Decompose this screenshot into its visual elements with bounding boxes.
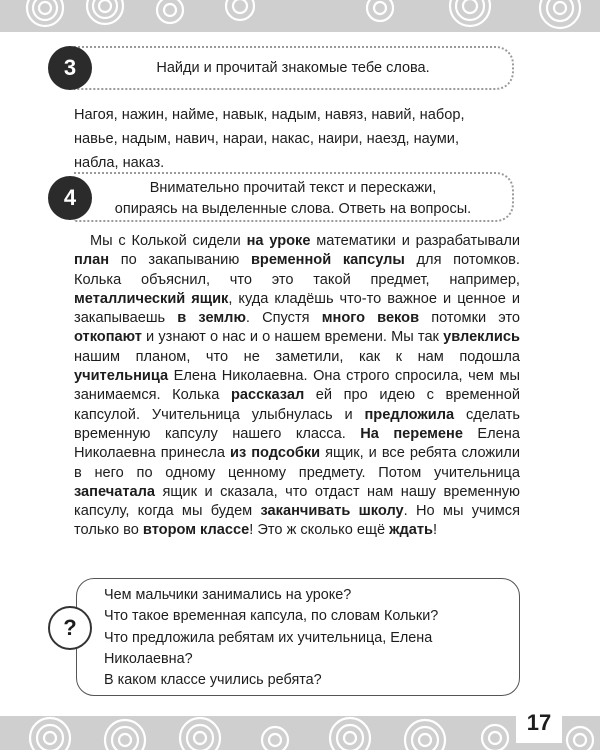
story-text-run: ящик, и все ребята сложили в него по одному ценному предмету. Потом учительница: [74, 445, 520, 481]
story-keyword: учительница: [74, 368, 169, 385]
task-3-instruction: Найди и прочитай знакомые тебе слова.: [156, 60, 430, 76]
story-text-run: , куда кладёшь что-то важное и ценное и закапываешь: [74, 290, 521, 327]
story-keyword: много веков: [321, 310, 420, 327]
story-keyword: откопают: [74, 329, 142, 346]
question-item: Что предложила ребятам их учительница, Елена: [104, 629, 433, 646]
question-item: Николаевна?: [104, 650, 193, 667]
story-keyword: план: [74, 252, 110, 269]
story-text-run: ящик и сказала, что отдаст нам нашу временную капсулу, когда мы будем: [74, 483, 520, 520]
word-line: Нагоя, нажин, найме, навык, надым, навяз, навий, набор,: [74, 107, 465, 123]
story-text-run: для потомков. Колька объяснил, что это такой предмет, например,: [74, 252, 520, 288]
story-keyword: на уроке: [246, 233, 311, 249]
task-3-number: 3: [63, 55, 77, 80]
story-text-run: нашим планом, что не заметили, как к нам подошла: [74, 348, 520, 365]
question-list: [104, 585, 504, 691]
story-text-run: по закапыванию: [109, 252, 251, 269]
story-keyword: запечатала: [74, 483, 155, 500]
task-4-instruction-line: опираясь на выделенные слова. Ответь на вопросы.: [114, 201, 472, 217]
story-keyword: увлеклись: [443, 329, 520, 346]
story-text-run: потомки это: [419, 310, 520, 327]
question-item: Что такое временная капсула, по словам Кольки?: [104, 608, 439, 625]
bottom-decorative-band: [0, 716, 600, 750]
task-4-instruction-line: Внимательно прочитай текст и перескажи,: [149, 180, 437, 196]
story-keyword: ждать: [389, 522, 434, 539]
swirl-ornament-icon: [0, 716, 600, 750]
top-decorative-band: [0, 0, 600, 32]
story-text-run: . Спустя: [245, 310, 322, 327]
page-number: [516, 703, 562, 743]
story-text: [74, 232, 520, 541]
story-text-run: Елена Николаевна принесла: [74, 425, 520, 462]
story-text-run: ей про идею с временной капсулой. Учительница улыбнулась и: [74, 387, 520, 423]
story-text-run: . Но мы учимся только во: [74, 503, 521, 539]
story-text-run: Мы с Колькой сидели: [90, 233, 247, 249]
task-3-instruction-box: [74, 46, 514, 90]
question-mark-icon: ?: [63, 615, 77, 640]
page-number-text: 17: [526, 710, 552, 735]
swirl-ornament-icon: [0, 0, 600, 32]
story-keyword: временной капсулы: [250, 252, 405, 269]
story-keyword: На перемене: [360, 425, 463, 442]
task-3-badge: [48, 46, 92, 90]
word-line: навье, надым, навич, нараи, накас, наири, наезд, науми,: [74, 131, 460, 147]
story-text-run: ! Это ж сколько ещё: [249, 522, 390, 539]
story-text-run: сделать временную капсулу нашего класса.: [74, 406, 520, 442]
story-keyword: рассказал: [230, 387, 305, 404]
question-item: В каком классе учились ребята?: [104, 672, 322, 689]
word-line: набла, наказ.: [74, 155, 165, 171]
story-keyword: втором классе: [142, 522, 250, 539]
task-4-number: 4: [63, 185, 77, 210]
story-keyword: из подсобки: [230, 445, 321, 462]
story-text-run: !: [433, 522, 438, 539]
task-4-instruction-box: [74, 172, 514, 222]
story-text-run: и узнают о нас и о нашем времени. Мы так: [141, 329, 444, 346]
story-keyword: в землю: [177, 310, 246, 327]
question-mark-badge: [48, 606, 92, 650]
story-keyword: заканчивать школу: [260, 503, 404, 520]
question-item: Чем мальчики занимались на уроке?: [104, 587, 352, 603]
task-4-badge: [48, 176, 92, 220]
story-keyword: предложила: [364, 406, 455, 423]
story-text-run: Елена Николаевна. Она строго спросила, чем мы занимаемся. Колька: [74, 368, 520, 404]
story-text-run: математики и разрабатывали: [310, 233, 520, 249]
story-keyword: металлический ящик: [74, 290, 229, 307]
task-3-word-list: [74, 103, 524, 175]
